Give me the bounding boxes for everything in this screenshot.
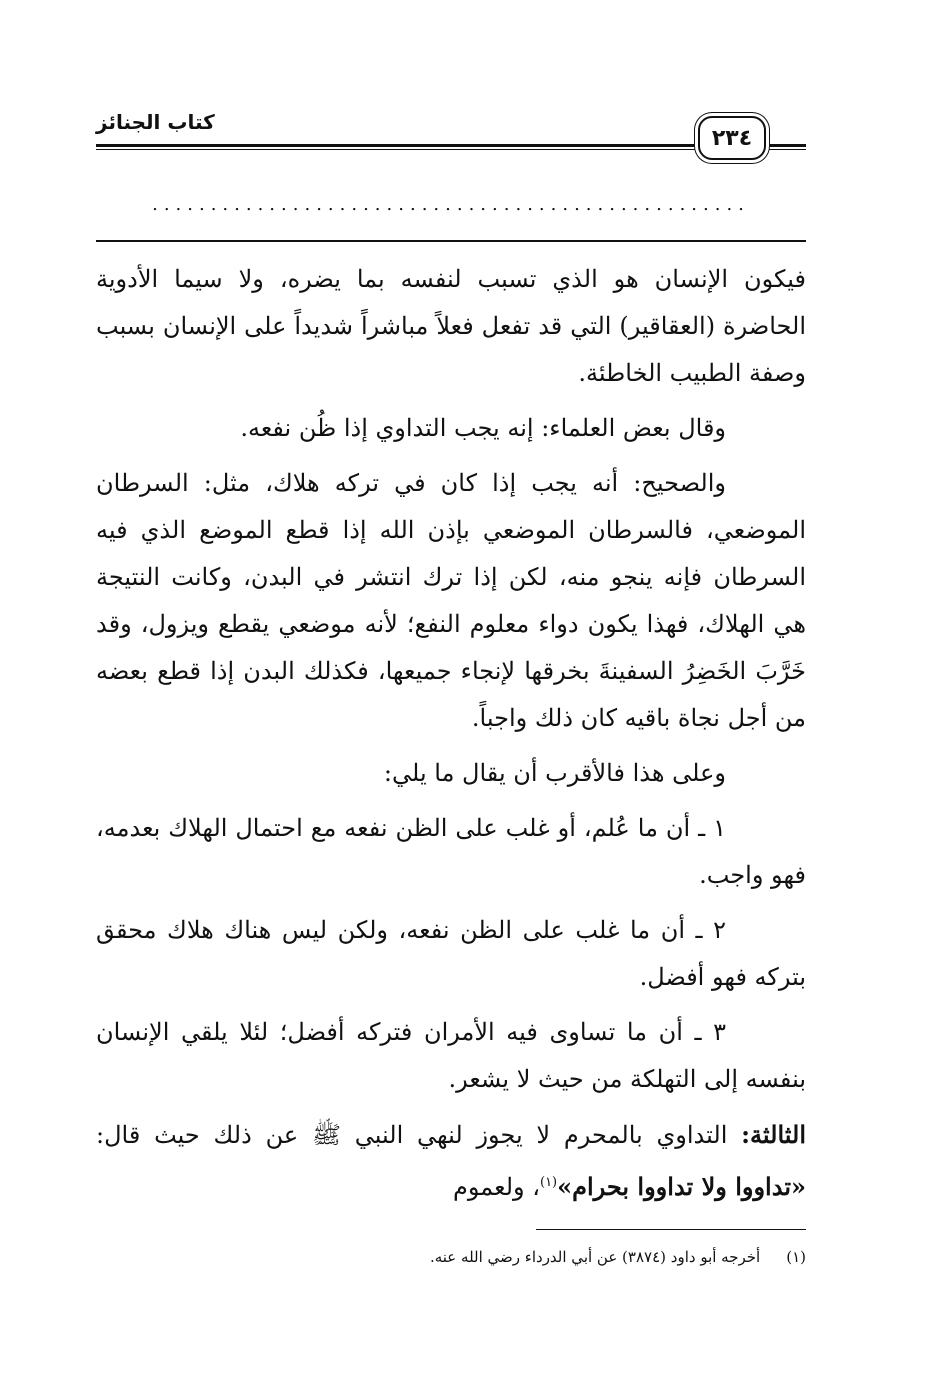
footnote-marker: (١) (539, 1175, 558, 1190)
footnote (96, 1244, 806, 1270)
chapter-title: كتاب الجنائز (96, 110, 215, 134)
paragraph: وقال بعض العلماء: إنه يجب التداوي إذا ظُن نفعه. (240, 414, 726, 442)
paragraph-third-point (96, 1111, 806, 1211)
list-item: ٣ ـ أن ما تساوى فيه الأمران فتركه أفضل؛ لئلا يلقي الإنسان بنفسه إلى التهلكة من حيث لا يشعر. (96, 1018, 806, 1093)
footnote-text: أخرجه أبو داود (٣٨٧٤) عن أبي الدرداء رضي الله عنه. (429, 1248, 761, 1266)
hadith-quote: «تداووا ولا تداووا بحرام» (557, 1172, 806, 1201)
dotted-separator: ................................................... (152, 194, 750, 215)
paragraph: والصحيح: أنه يجب إذا كان في تركه هلاك، مثل: السرطان الموضعي، فالسرطان الموضعي بإذن الله إذا قطع الموضع الذي فيه السرطان فإنه ينجو منه، لكن إذا ترك انتشر في البدن، وكانت النتيجة هي الهلاك، فهذا يكون دواء معلوم النفع؛ لأنه موضعي يقطع ويزول، وقد خَرَّبَ الخَضِرُ السفينةَ بخرقها لإنجاء جميعها، فكذلك البدن إذا قطع بعضه من أجل نجاة باقيه كان ذلك واجباً. (96, 469, 807, 732)
body-text (96, 256, 806, 1211)
page-header (96, 100, 806, 170)
header-rule-short (766, 144, 806, 150)
paragraph-text: التداوي بالمحرم لا يجوز لنهي النبي ﷺ عن ذلك حيث قال: (96, 1121, 742, 1149)
footnote-rule (536, 1229, 806, 1230)
paragraph-text: ، ولعموم (452, 1173, 540, 1201)
point-heading: الثالثة: (741, 1120, 806, 1149)
book-page (96, 100, 806, 1270)
header-rule (96, 144, 696, 150)
text-divider (96, 240, 806, 242)
list-item: ٢ ـ أن ما غلب على الظن نفعه، ولكن ليس هناك هلاك محقق بتركه فهو أفضل. (96, 916, 806, 991)
paragraph: وعلى هذا فالأقرب أن يقال ما يلي: (383, 759, 726, 787)
page-number: ٢٣٤ (698, 116, 766, 160)
list-item: ١ ـ أن ما عُلم، أو غلب على الظن نفعه مع احتمال الهلاك بعدمه، فهو واجب. (96, 814, 806, 889)
footnote-number: (١) (786, 1248, 806, 1266)
paragraph: فيكون الإنسان هو الذي تسبب لنفسه بما يضره، ولا سيما الأدوية الحاضرة (العقاقير) التي قد تفعل فعلاً مباشراً شديداً على الإنسان بسبب وصفة الطبيب الخاطئة. (96, 265, 806, 387)
